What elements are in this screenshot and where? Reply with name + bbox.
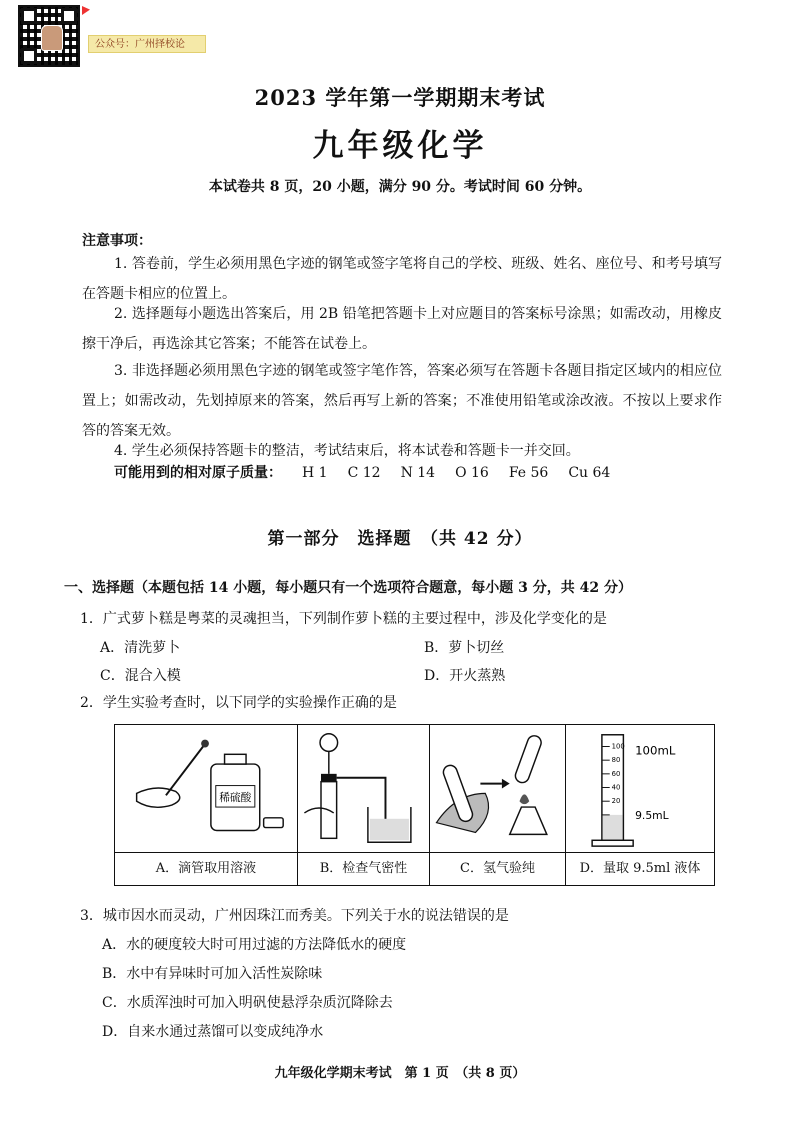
dropper-svg (115, 725, 297, 852)
figure-a-caption: A．滴管取用溶液 (115, 852, 297, 885)
q3-option-c: C．水质浑浊时可加入明矾使悬浮杂质沉降除去 (102, 995, 393, 1011)
question-3-stem: 3．城市因水而灵动，广州因珠江而秀美。下列关于水的说法错误的是 (80, 908, 509, 924)
airtight-check-illustration (298, 725, 429, 852)
notice-item-3: 3. 非选择题必须用黑色字迹的钢笔或签字笔作答，答案必须写在答题卡各题目指定区域内的相应位置上；如需改动，先划掉原来的答案，然后再写上新的答案；不准使用铅笔或涂改液。不按以上要求作答的答案无效。 (82, 363, 722, 439)
figure-d (566, 725, 714, 885)
q1-option-a: A．清洗萝卜 (100, 640, 181, 656)
q3-option-a: A．水的硬度较大时可用过滤的方法降低水的硬度 (102, 937, 407, 953)
question-2-stem: 2．学生实验考查时，以下同学的实验操作正确的是 (80, 695, 397, 711)
airtight-svg (298, 725, 429, 852)
dropper-illustration (115, 725, 297, 852)
hydrogen-test-illustration (430, 725, 565, 852)
atom-c: C 12 (347, 465, 381, 481)
q1-option-d: D．开火蒸熟 (424, 668, 506, 684)
bottle-label: 稀硫酸 (219, 791, 252, 805)
exam-info: 本试卷共 8 页，20 小题，满分 90 分。考试时间 60 分钟。 (208, 179, 592, 195)
tick-20: 20 (611, 797, 621, 806)
hydrogen-svg (430, 725, 565, 852)
figure-b-caption: B．检查气密性 (298, 852, 429, 885)
notice-item-2: 2. 选择题每小题选出答案后，用 2B 铅笔把答题卡上对应题目的答案标号涂黑；如需改动，用橡皮擦干净后，再选涂其它答案；不能答在试卷上。 (82, 306, 722, 352)
notice-heading: 注意事项： (82, 233, 152, 249)
q1-option-b: B．萝卜切丝 (424, 640, 505, 656)
section-heading: 一、选择题（本题包括 14 小题，每小题只有一个选项符合题意，每小题 3 分，共 42 分） (64, 580, 632, 596)
question-1-stem: 1．广式萝卜糕是粤菜的灵魂担当，下列制作萝卜糕的主要过程中，涉及化学变化的是 (80, 611, 607, 627)
tick-100: 100 (611, 742, 625, 751)
qr-code (18, 5, 80, 67)
atom-n: N 14 (400, 465, 436, 481)
figure-c (430, 725, 566, 885)
atom-cu: Cu 64 (568, 465, 611, 481)
atomic-masses-label: 可能用到的相对原子质量： (114, 465, 282, 481)
q1-option-c: C．混合入模 (100, 668, 181, 684)
figure-c-caption: C．氢气验纯 (430, 852, 565, 885)
tick-60: 60 (611, 769, 621, 778)
cylinder-mark-label: 9.5mL (635, 808, 669, 822)
figure-a (115, 725, 298, 885)
graduated-cylinder-illustration (566, 725, 714, 852)
figure-b (298, 725, 430, 885)
q3-option-b: B．水中有异味时可加入活性炭除味 (102, 966, 323, 982)
tick-80: 80 (611, 756, 621, 765)
tick-40: 40 (611, 783, 621, 792)
avatar (41, 25, 63, 51)
q3-option-d: D．自来水通过蒸馏可以变成纯净水 (102, 1024, 324, 1040)
page-footer: 九年级化学期末考试 第 1 页 （共 8 页） (274, 1066, 526, 1081)
cylinder-svg (566, 725, 714, 852)
atom-h: H 1 (302, 465, 328, 481)
atom-o: O 16 (455, 465, 489, 481)
exam-title: 2023 学年第一学期期末考试 (254, 85, 546, 110)
red-flag-icon (82, 6, 90, 15)
notice-item-1: 1. 答卷前，学生必须用黑色字迹的钢笔或签字笔将自己的学校、班级、姓名、座位号、和考号填写在答题卡相应的位置上。 (82, 256, 722, 302)
cylinder-top-label: 100mL (635, 743, 676, 758)
atom-fe: Fe 56 (508, 465, 549, 481)
atomic-masses (114, 462, 610, 482)
experiment-figures (114, 724, 715, 886)
part-title: 第一部分 选择题 （共 42 分） (267, 529, 533, 549)
figure-d-caption: D．量取 9.5ml 液体 (566, 852, 714, 885)
wechat-account-label: 公众号：广州择校论 (88, 35, 206, 53)
subject-title: 九年级化学 (312, 128, 488, 164)
notice-item-4: 4. 学生必须保持答题卡的整洁，考试结束后，将本试卷和答题卡一并交回。 (114, 443, 580, 459)
